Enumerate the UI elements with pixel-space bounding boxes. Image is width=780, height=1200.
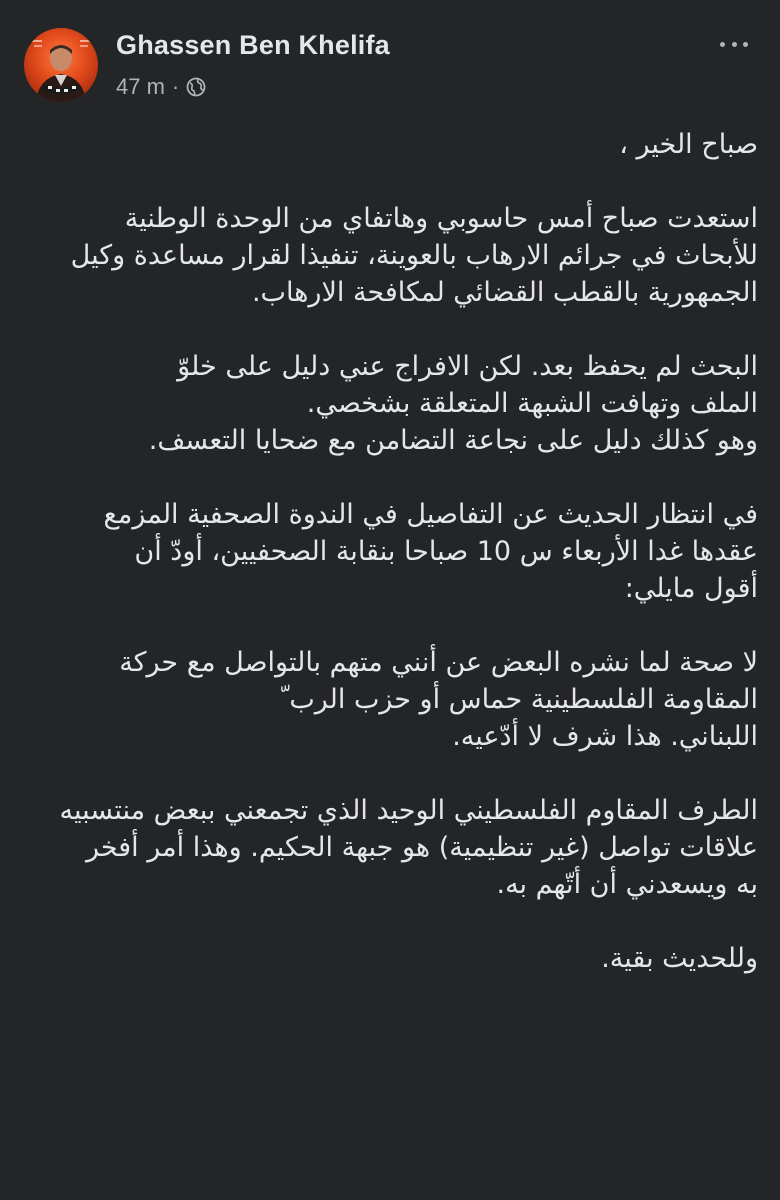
post-paragraph xyxy=(38,644,758,755)
post-paragraph xyxy=(38,200,758,311)
more-horizontal-icon xyxy=(720,42,725,47)
post-paragraph xyxy=(38,940,758,977)
post-text-line: الجمهورية بالقطب القضائي لمكافحة الارهاب. xyxy=(251,277,758,308)
post-text-line: للأبحاث في جرائم الارهاب بالعوينة، تنفيذا لقرار مساعدة وكيل xyxy=(70,240,758,271)
post-paragraph xyxy=(38,792,758,903)
post-text-line: في انتظار الحديث عن التفاصيل في الندوة الصحفية المزمع xyxy=(103,499,758,530)
post-text-line: الملف وتهافت الشبهة المتعلقة بشخصي. xyxy=(306,388,758,419)
avatar[interactable] xyxy=(24,28,98,102)
post-text-line: البحث لم يحفظ بعد. لكن الافراج عني دليل على خلوّ xyxy=(177,351,758,382)
more-options-button[interactable] xyxy=(720,34,748,54)
post-text-line: استعدت صباح أمس حاسوبي وهاتفاي من الوحدة الوطنية xyxy=(124,203,758,234)
post-text-line: به ويسعدني أن أتّهم به. xyxy=(496,869,758,900)
post-body xyxy=(38,126,758,977)
post-text-line: وللحديث بقية. xyxy=(601,943,758,974)
post-text-line: الطرف المقاوم الفلسطيني الوحيد الذي تجمعني ببعض منتسبيه xyxy=(59,795,758,826)
avatar-portrait-icon xyxy=(24,28,98,102)
post-paragraph xyxy=(38,126,758,163)
post-text-line: عقدها غدا الأربعاء س 10 صباحا بنقابة الصحفيين، أودّ أن xyxy=(134,536,758,567)
post-text-line: علاقات تواصل (غير تنظيمية) هو جبهة الحكيم. وهذا أمر أفخر xyxy=(85,832,758,863)
meta-separator: · xyxy=(171,74,180,99)
post-text-line: اللبناني. هذا شرف لا أدّعيه. xyxy=(452,721,758,752)
post-timestamp[interactable]: 47 m xyxy=(116,74,165,99)
author-name[interactable]: Ghassen Ben Khelifa xyxy=(116,30,390,60)
post-header xyxy=(24,28,756,108)
post-text-line: أقول مايلي: xyxy=(624,573,758,604)
post-meta xyxy=(116,74,206,100)
globe-icon[interactable] xyxy=(186,77,206,97)
post-paragraph xyxy=(38,348,758,459)
post-text-line: وهو كذلك دليل على نجاعة التضامن مع ضحايا التعسف. xyxy=(148,425,758,456)
post-text-line: لا صحة لما نشره البعض عن أنني متهم بالتواصل مع حركة xyxy=(119,647,758,678)
post-text-line: صباح الخير ، xyxy=(619,129,758,160)
post-paragraph xyxy=(38,496,758,607)
post-text-line: المقاومة الفلسطينية حماس أو حزب الرب ّ xyxy=(281,684,758,715)
